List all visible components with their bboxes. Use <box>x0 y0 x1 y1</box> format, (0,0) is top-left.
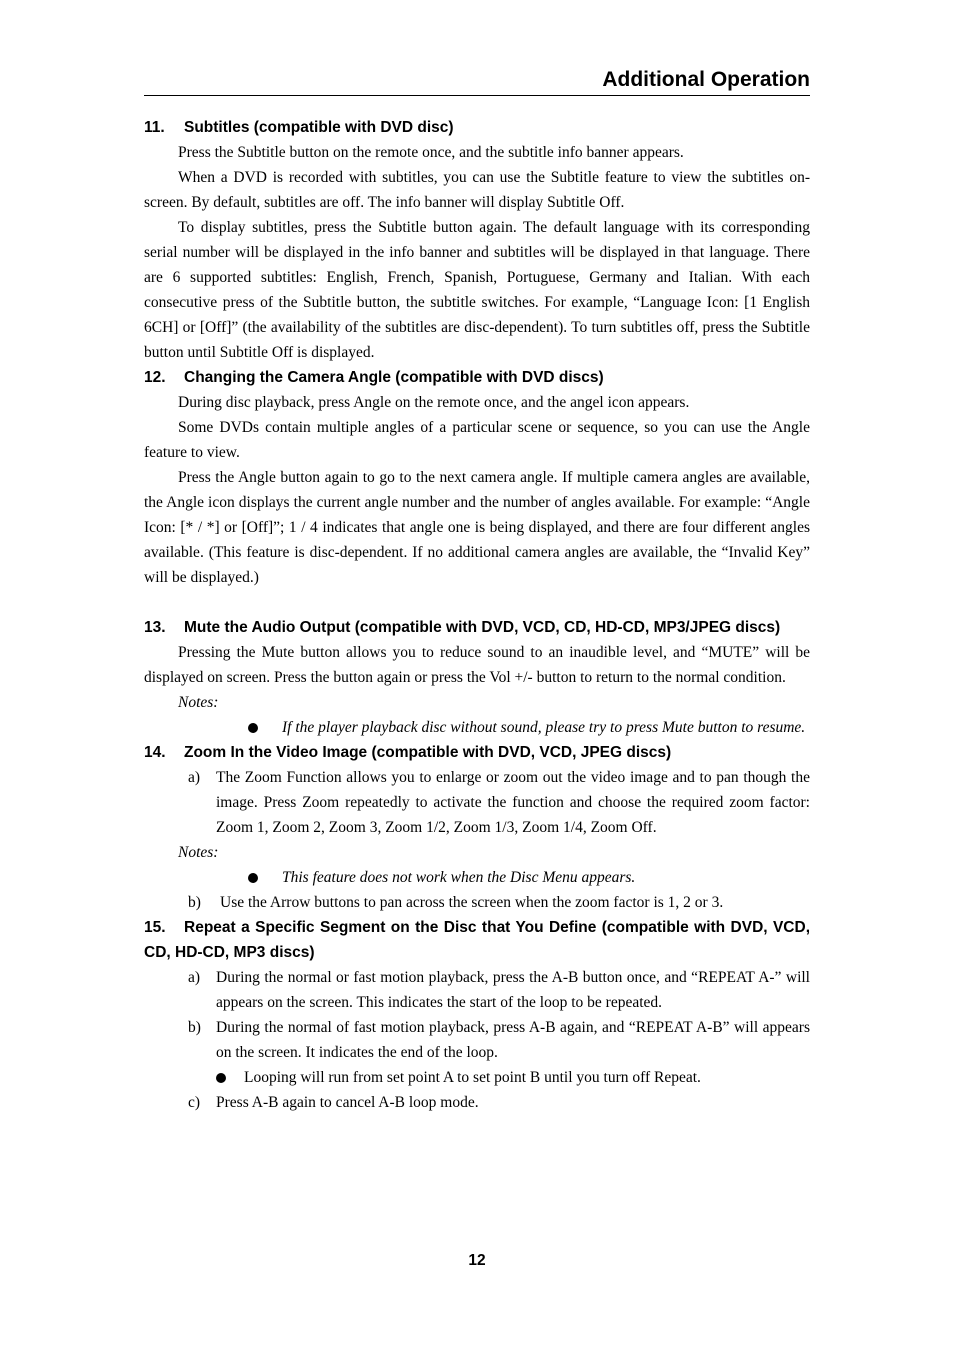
list-item <box>144 1090 810 1115</box>
bullet-dot-icon <box>248 723 258 733</box>
running-header-title: Additional Operation <box>602 68 810 91</box>
list-item <box>144 890 810 915</box>
bullet-dot-icon <box>248 873 258 883</box>
note-item <box>144 715 810 740</box>
section-heading <box>144 615 810 640</box>
section-title: Repeat a Specific Segment on the Disc that You Define (compatible with DVD, VCD, CD, HD-CD, MP3 discs) <box>144 919 810 961</box>
list-item-text: During the normal of fast motion playback, press A-B again, and “REPEAT A-B” will appears on the screen. It indicates the end of the loop. <box>216 1019 810 1061</box>
page-number: 12 <box>468 1252 486 1269</box>
notes-label: Notes: <box>178 844 219 861</box>
list-item-text: The Zoom Function allows you to enlarge or zoom out the video image and to pan though the image. Press Zoom repeatedly to activate the function and choose the required zoom factor: Zoom 1, Zoom 2, Zoom 3, Zoom 1/2, Zoom 1/3, Zoom 1/4, Zoom Off. <box>216 769 810 836</box>
bullet-dot-icon <box>216 1073 226 1083</box>
paragraph: To display subtitles, press the Subtitle button again. The default language with its corresponding serial number will be displayed in the info banner and subtitles will be displayed in that language. There are 6 supported subtitles: English, French, Spanish, Portuguese, Germany and Italian. With each consecutive press of the Subtitle button, the subtitle switches. For example, “Language Icon: [1 English 6CH] or [Off]” (the availability of the subtitles are disc-dependent). To turn subtitles off, press the Subtitle button until Subtitle Off is displayed. <box>144 219 810 361</box>
note-text: This feature does not work when the Disc Menu appears. <box>282 869 636 886</box>
paragraph: Press the Subtitle button on the remote once, and the subtitle info banner appears. <box>178 144 684 161</box>
section-title: Subtitles (compatible with DVD disc) <box>184 119 454 136</box>
list-item-label: a) <box>188 769 201 786</box>
bullet-item <box>144 1065 810 1090</box>
list-item-label: a) <box>188 969 201 986</box>
section-number: 13. <box>144 619 166 636</box>
note-item <box>144 865 810 890</box>
list-item-text: Use the Arrow buttons to pan across the screen when the zoom factor is 1, 2 or 3. <box>220 894 724 911</box>
section-13 <box>144 615 810 740</box>
bullet-text: Looping will run from set point A to set point B until you turn off Repeat. <box>244 1069 701 1086</box>
section-title: Mute the Audio Output (compatible with DVD, VCD, CD, HD-CD, MP3/JPEG discs) <box>184 619 781 636</box>
page-content <box>144 115 810 1115</box>
paragraph: Press the Angle button again to go to the next camera angle. If multiple camera angles are available, the Angle icon displays the current angle number and the number of angles available. For example: “Angle Icon: [* / *] or [Off]”; 1 / 4 indicates that angle one is being displayed, and there are four different angles available. (This feature is disc-dependent. If no additional camera angles are available, the “Invalid Key” will be displayed.) <box>144 469 810 586</box>
header-rule <box>144 95 810 96</box>
section-12 <box>144 365 810 590</box>
list-item-text: During the normal or fast motion playback, press the A-B button once, and “REPEAT A-” will appears on the screen. This indicates the start of the loop to be repeated. <box>216 969 810 1011</box>
section-number: 12. <box>144 369 166 386</box>
section-number: 15. <box>144 919 166 936</box>
section-heading <box>144 115 810 140</box>
list-item-label: b) <box>188 894 201 911</box>
list-item <box>144 965 810 1015</box>
note-text: If the player playback disc without sound, please try to press Mute button to resume. <box>282 719 806 736</box>
section-number: 14. <box>144 744 166 761</box>
notes-label: Notes: <box>178 694 219 711</box>
paragraph: Pressing the Mute button allows you to reduce sound to an inaudible level, and “MUTE” will be displayed on screen. Press the button again or press the Vol +/- button to return to the normal condition. <box>144 644 810 686</box>
section-heading <box>144 915 810 965</box>
list-item-label: b) <box>188 1019 201 1036</box>
list-item-label: c) <box>188 1094 201 1111</box>
list-item <box>144 1015 810 1065</box>
section-11 <box>144 115 810 365</box>
paragraph: During disc playback, press Angle on the remote once, and the angel icon appears. <box>178 394 690 411</box>
section-heading <box>144 365 810 390</box>
section-number: 11. <box>144 119 165 136</box>
paragraph: When a DVD is recorded with subtitles, you can use the Subtitle feature to view the subtitles on-screen. By default, subtitles are off. The info banner will display Subtitle Off. <box>144 169 810 211</box>
section-title: Zoom In the Video Image (compatible with DVD, VCD, JPEG discs) <box>184 744 672 761</box>
blank-line <box>144 590 810 615</box>
section-title: Changing the Camera Angle (compatible with DVD discs) <box>184 369 604 386</box>
list-item-text: Press A-B again to cancel A-B loop mode. <box>216 1094 479 1111</box>
section-14 <box>144 740 810 915</box>
paragraph: Some DVDs contain multiple angles of a particular scene or sequence, so you can use the Angle feature to view. <box>144 419 810 461</box>
section-15 <box>144 915 810 1115</box>
section-heading <box>144 740 810 765</box>
list-item <box>144 765 810 840</box>
